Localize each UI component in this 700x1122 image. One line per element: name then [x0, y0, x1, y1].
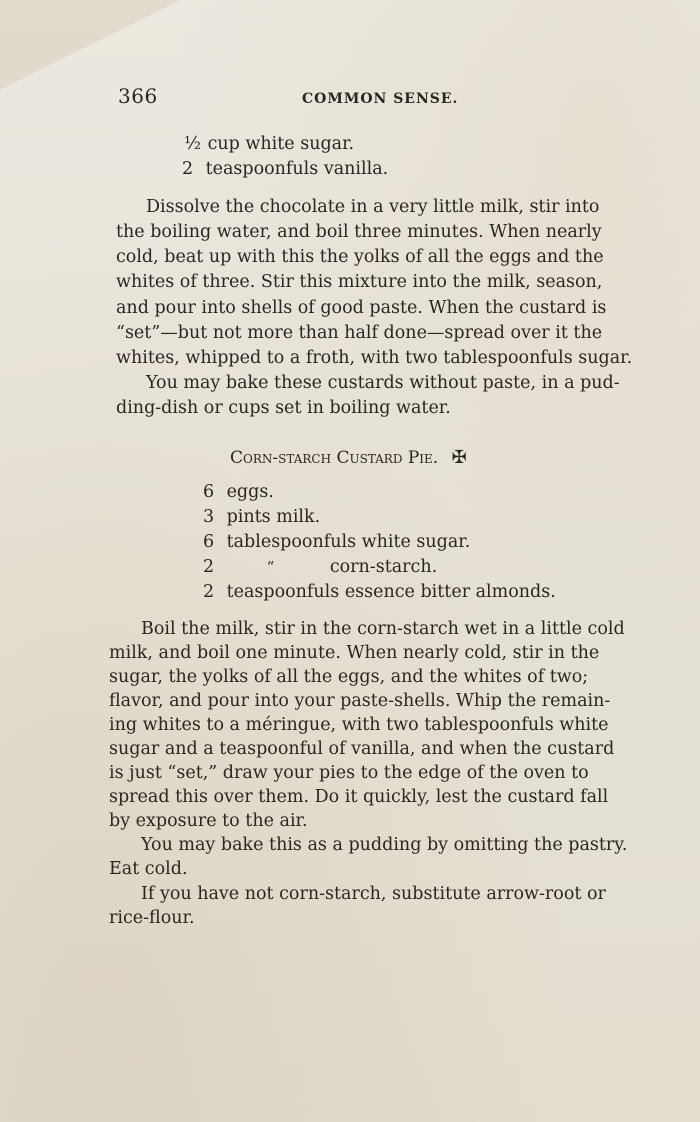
recipe-heading [230, 447, 467, 468]
paragraph-line: rice-flour. [109, 908, 195, 928]
ingredient-line [184, 132, 354, 156]
paragraph-line: sugar, the yolks of all the eggs, and the whites of two; [109, 667, 589, 687]
paragraph-line: Eat cold. [109, 859, 188, 879]
ingredient-quantity: 6 [203, 532, 215, 552]
paragraph-line: cold, beat up with this the yolks of all the eggs and the [116, 247, 604, 267]
ingredient-text: eggs. [226, 482, 274, 502]
paragraph-line: flavor, and pour into your paste-shells. Whip the remain- [109, 691, 611, 711]
ingredient-line [203, 505, 320, 529]
recipe-title: Corn-starch Custard Pie. [230, 448, 439, 468]
paragraph-line: whites of three. Stir this mixture into the milk, season, [116, 272, 603, 292]
ingredient-line [203, 530, 470, 554]
paragraph-line: the boiling water, and boil three minutes. When nearly [116, 222, 602, 242]
paragraph-line: milk, and boil one minute. When nearly cold, stir in the [109, 643, 600, 663]
paragraph-line: Dissolve the chocolate in a very little milk, stir into [146, 197, 600, 217]
ingredient-text: tablespoonfuls white sugar. [226, 532, 471, 552]
paragraph-line: whites, whipped to a froth, with two tablespoonfuls sugar. [116, 348, 633, 368]
ingredient-quantity: ½ [184, 134, 201, 154]
paragraph-line: and pour into shells of good paste. When the custard is [116, 298, 607, 318]
ingredient-quantity: 3 [203, 507, 215, 527]
book-title: COMMON SENSE. [302, 91, 459, 107]
paragraph-line: If you have not corn-starch, substitute arrow-root or [141, 884, 606, 904]
page-corner-fold [0, 0, 180, 90]
ingredient-quantity: 2 [182, 159, 194, 179]
paragraph-line: spread this over them. Do it quickly, lest the custard fall [109, 787, 609, 807]
ingredient-line [203, 480, 274, 504]
ingredient-text: teaspoonfuls vanilla. [205, 159, 389, 179]
page-number: 366 [118, 84, 158, 108]
ingredient-text: teaspoonfuls essence bitter almonds. [226, 582, 556, 602]
paragraph-line: is just “set,” draw your pies to the edge of the oven to [109, 763, 589, 783]
ingredient-text: pints milk. [226, 507, 321, 527]
paragraph-line: You may bake this as a pudding by omitting the pastry. [141, 835, 628, 855]
paragraph-line: sugar and a teaspoonful of vanilla, and when the custard [109, 739, 615, 759]
cross-mark-icon: ✠ [451, 447, 467, 468]
paragraph-line: ding-dish or cups set in boiling water. [116, 398, 451, 418]
ingredient-quantity: 6 [203, 482, 215, 502]
paragraph-line: ing whites to a méringue, with two tablespoonfuls white [109, 715, 609, 735]
paragraph-line: “set”—but not more than half done—spread over it the [116, 323, 603, 343]
ingredient-line [182, 157, 388, 181]
running-head [118, 84, 618, 112]
ingredient-line [203, 580, 556, 604]
ingredient-quantity: 2 [203, 582, 215, 602]
paragraph-line: You may bake these custards without paste, in a pud- [146, 373, 620, 393]
paragraph-line: by exposure to the air. [109, 811, 308, 831]
ingredient-quantity: 2 [203, 557, 215, 577]
ingredient-text: corn-starch. [329, 557, 438, 577]
ingredient-line [203, 555, 437, 579]
paragraph-line: Boil the milk, stir in the corn-starch wet in a little cold [141, 619, 625, 639]
ditto-mark: “ [266, 558, 275, 576]
ingredient-text: cup white sugar. [207, 134, 355, 154]
